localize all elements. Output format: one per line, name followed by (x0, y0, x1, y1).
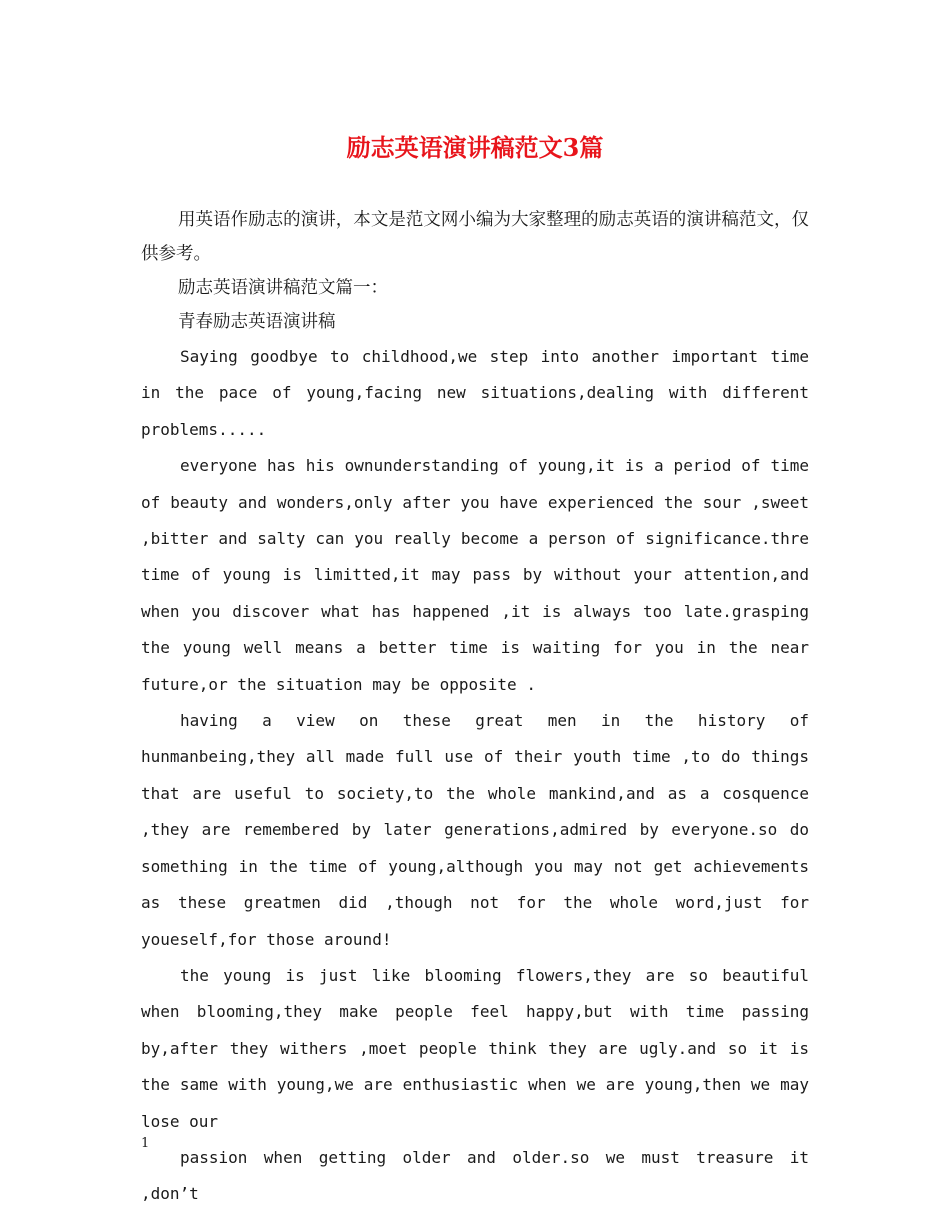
document-title: 励志英语演讲稿范文3篇 (346, 133, 604, 162)
body-paragraph-3: having a view on these great men in the history of hunmanbeing,they all made full use of their youth time ,to do things that are useful to society,to the whole mankind,and as a cosquence ,they are remembered by later generations,admired by everyone.so do something in the time of young,although you may not get achievements as these greatmen did ,though not for the whole word,just for youeself,for those around! (141, 711, 809, 949)
body-paragraph-2: everyone has his ownunderstanding of young,it is a period of time of beauty and wonders,only after you have experienced the sour ,sweet ,bitter and salty can you really become a person of significance.thre time of young is limitted,it may pass by without your attention,and when you discover what has happened ,it is always too late.grasping the young well means a better time is waiting for you in the near future,or the situation may be opposite . (141, 456, 809, 694)
body-paragraph-5: passion when getting older and older.so we must treasure it ,don’t (141, 1147, 809, 1204)
body-paragraph-4: the young is just like blooming flowers,they are so beautiful when blooming,they make people feel happy,but with time passing by,after they withers ,moet people think they are ugly.and so it is the same with young,we are enthusiastic when we are young,then we may lose our (141, 965, 809, 1131)
speech-title: 青春励志英语演讲稿 (178, 312, 336, 332)
page-number: 1 (141, 1136, 150, 1151)
section-heading: 励志英语演讲稿范文篇一： (178, 278, 388, 298)
intro-paragraph: 用英语作励志的演讲，本文是范文网小编为大家整理的励志英语的演讲稿范文，仅供参考。 (141, 210, 809, 264)
body-paragraph-1: Saying goodbye to childhood,we step into another important time in the pace of young,facing new situations,dealing with different problems..... (141, 347, 809, 439)
document-body (141, 203, 809, 1213)
